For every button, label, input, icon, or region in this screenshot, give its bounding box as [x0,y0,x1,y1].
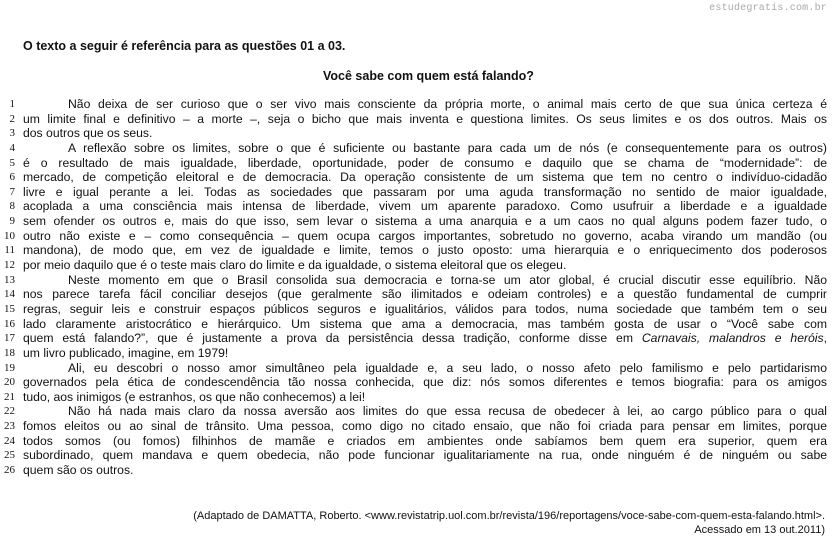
text-line [0,346,833,361]
text-line [0,243,833,258]
text-line [0,258,833,273]
source-citation [193,510,825,537]
text-line [0,214,833,229]
line-number: 4 [9,141,15,154]
text-line [0,390,833,405]
line-text: um livro publicado, imagine, em 1979! [23,345,229,360]
line-number: 16 [4,317,15,330]
source-line-2: Acessado em 13 out.2011) [694,523,825,536]
line-number: 12 [4,259,15,272]
line-text: Neste momento em que o Brasil consolida sua democracia e torna-se um ator global, é crucial discutir esse equilíbrio. Não [68,272,827,287]
text-line [0,331,833,346]
line-number: 23 [4,420,15,433]
line-number: 13 [4,273,15,286]
line-text: nos parece tarefa fácil conciliar desejos (que geralmente são ilimitados e odeiam controles) e a questão fundamental de cumprir [23,287,827,302]
book-title: Carnavais, malandros e heróis [641,331,824,346]
text-line [0,156,833,171]
text-line [0,375,833,390]
line-text: lado claramente aristocrático e hierárquico. Um sistema que ama a democracia, mas também gosta de usar o “Você sabe com [23,316,827,331]
line-number: 2 [9,112,15,125]
text-line [0,361,833,376]
text-line [0,126,833,141]
line-text: A reflexão sobre os limites, sobre o que é suficiente ou bastante para cada um de nós (e consequentemente para os outros) [68,140,827,155]
line-text: quem são os outros. [23,463,134,478]
text-line [0,404,833,419]
line-number: 14 [4,288,15,301]
text-line [0,317,833,332]
line-number: 9 [9,215,15,228]
line-text: subordinado, quem mandava e quem obedecia, não pode funcionar igualitariamente na rua, onde ninguém é de ninguém ou sabe [23,448,827,463]
text-line [0,112,833,127]
text-title: Você sabe com quem está falando? [323,69,534,83]
line-number: 5 [9,156,15,169]
line-text: livre e igual perante a lei. Todas as sociedades que passaram por uma aguda transformação no sentido de maior igualdade, [23,184,827,199]
line-text: é o resultado de mais igualdade, liberdade, oportunidade, poder de consumo e daquilo que se chama de “modernidade”: de [23,155,827,170]
text-line [0,199,833,214]
text-line [0,273,833,288]
line-text: acoplada a uma consciência mais intensa de liberdade, vivem um aparente paradoxo. Como usufruir a liberdade e a igualdade [23,199,827,214]
line-text: fomos eleitos ou ao sinal de trânsito. Uma pessoa, como digo no citado ensaio, que não foi criada para pensar em limites, porque [23,419,827,434]
line-text-part: , [823,331,827,346]
line-number: 11 [4,244,15,257]
line-number: 26 [4,464,15,477]
line-text: outro não existe e – como consequência – quem ocupa cargos importantes, sobretudo no governo, acaba virando um mandão (ou [23,228,827,243]
line-text: regras, seguir leis e construir espaços públicos seguros e igualitários, válidos para todos, numa sociedade que também tem o seu [23,301,827,316]
text-line [0,287,833,302]
line-text-part: quem está falando?”, que é justamente a prova da persistência dessa tradição, conforme disse em [23,331,642,346]
text-line [0,170,833,185]
line-text: mandona), de modo que, em vez de igualdade e limite, temos o justo oposto: uma hierarquia e o enriquecimento dos poderosos [23,243,827,258]
line-number: 20 [4,376,15,389]
line-text: Não deixa de ser curioso que o ser vivo mais consciente da própria morte, o animal mais certo de que sua única certeza é [68,97,827,111]
line-text [23,331,827,346]
line-number: 6 [9,171,15,184]
line-number: 19 [4,361,15,374]
line-text: tudo, aos inimigos (e estranhos, os que não conhecemos) a lei! [23,389,366,404]
line-number: 15 [4,302,15,315]
line-number: 17 [4,332,15,345]
text-line [0,302,833,317]
line-number: 18 [4,346,15,359]
text-line [0,463,833,478]
watermark: estudegratis.com.br [709,3,827,14]
line-number: 1 [9,98,15,110]
line-text: governados pela ética de condescendência tão nossa conhecida, que diz: nós somos diferentes e temos biografia: para os amigos [23,375,827,390]
line-text: um limite final e definitivo – a morte –, seja o bicho que mais inventa e questiona limites. Os seus limites e os dos outros. Mais os [23,111,827,126]
text-line [0,448,833,463]
text-line [0,141,833,156]
text-line [0,229,833,244]
line-number: 21 [4,390,15,403]
line-text: dos outros que os seus. [23,126,153,141]
line-text: por meio daquilo que é o teste mais claro do limite e da igualdade, o sistema eleitoral que os elegeu. [23,258,567,273]
source-line-1: (Adaptado de DAMATTA, Roberto. <www.revistatrip.uol.com.br/revista/196/reportagens/voce-sabe-com-quem-esta-falando.html>. [193,510,825,522]
line-text: Não há nada mais claro da nossa aversão aos limites do que essa recusa de obedecer à lei, ao cargo público para o qual [68,404,827,419]
line-number: 10 [4,229,15,242]
line-text: mercado, de competição eleitoral e de democracia. Da operação consistente de um sistema que tem no centro o indivíduo-cidadão [23,170,827,185]
line-text: Ali, eu descobri o nosso amor simultâneo pela igualdade e, a seu lado, o nosso afeto pelo familismo e pelo partidarismo [68,360,827,375]
line-text: todos somos (ou fomos) filhinhos de mamãe e criados em ambientes onde sabíamos bem quem era superior, quem era [23,433,827,448]
text-line [0,419,833,434]
line-number: 25 [4,449,15,462]
line-number: 22 [4,405,15,418]
line-text: sem ofender os outros e, mais do que isso, sem levar o sistema a uma anarquia e a um caos no qual alguns podem fazer tudo, o [23,214,827,229]
text-body [0,97,833,478]
text-line [0,434,833,449]
line-number: 24 [4,434,15,447]
line-number: 7 [9,185,15,198]
line-number: 8 [9,200,15,213]
text-line [0,185,833,200]
line-number: 3 [9,127,15,140]
intro-text: O texto a seguir é referência para as questões 01 a 03. [23,39,346,53]
text-line [0,97,833,112]
